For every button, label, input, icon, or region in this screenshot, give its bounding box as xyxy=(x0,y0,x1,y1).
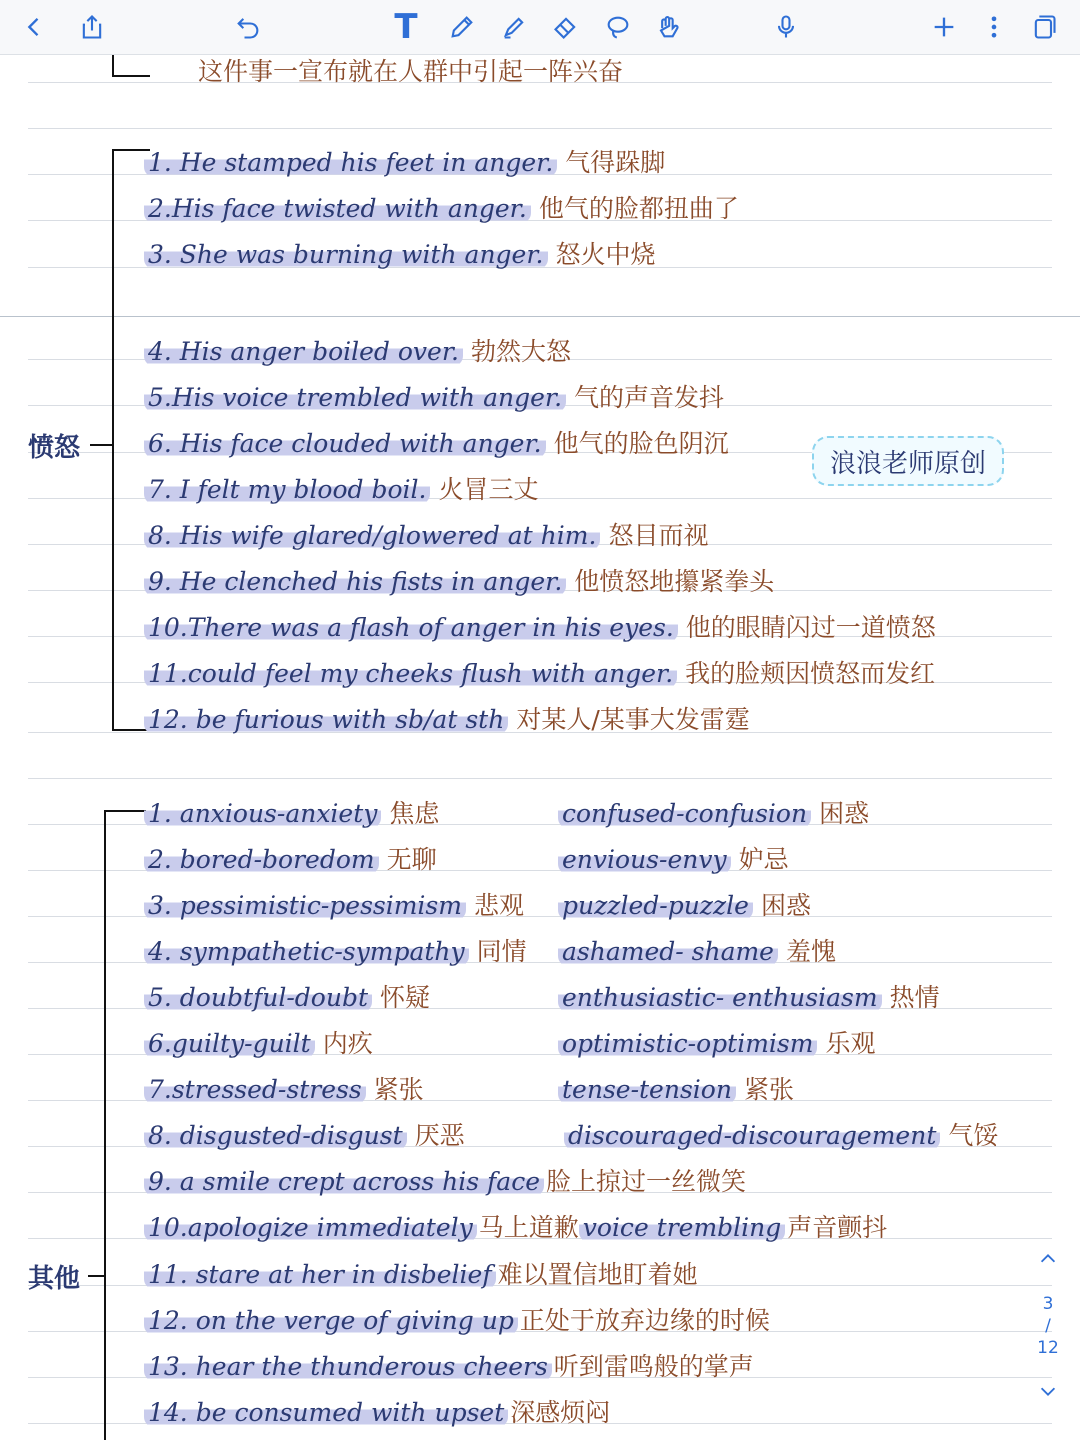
chinese-meaning: 他气的脸色阴沉 xyxy=(553,429,729,458)
english-word-pair: tense-tension xyxy=(558,1075,736,1104)
note-page[interactable] xyxy=(0,55,1080,1440)
toolbar xyxy=(0,0,1080,55)
chinese-meaning: 焦虑 xyxy=(389,799,440,828)
chinese-meaning: 听到雷鸣般的掌声 xyxy=(553,1352,754,1381)
word-pair-right xyxy=(558,889,811,923)
category-anger: 愤怒 xyxy=(28,433,81,463)
english-phrase: 10.There was a flash of anger in his eyes. xyxy=(144,613,678,642)
word-pair-right xyxy=(558,797,869,831)
english-word-pair: enthusiastic- enthusiasm xyxy=(558,983,882,1012)
english-word-pair: 7.stressed-stress xyxy=(144,1075,366,1104)
chinese-meaning: 我的脸颊因愤怒而发红 xyxy=(685,659,936,688)
english-phrase: 9. a smile crept across his face xyxy=(144,1167,544,1196)
english-word-pair: 3. pessimistic-pessimism xyxy=(144,891,466,920)
word-pair-left xyxy=(144,797,439,831)
word-pair-right xyxy=(558,1073,794,1107)
other-bracket-tick xyxy=(88,1275,104,1277)
chinese-meaning: 正处于放弃边缘的时候 xyxy=(519,1306,770,1335)
english-phrase: 13. hear the thunderous cheers xyxy=(144,1352,552,1381)
other-bracket xyxy=(104,810,106,1440)
anger-phrase xyxy=(144,238,656,272)
other-phrase xyxy=(144,1211,887,1245)
bracket-top-tick xyxy=(112,75,150,77)
english-word-pair: discouraged-discouragement xyxy=(564,1121,940,1150)
chinese-meaning: 他愤怒地攥紧拳头 xyxy=(574,567,775,596)
english-word-pair: 4. sympathetic-sympathy xyxy=(144,937,469,966)
other-bracket-top xyxy=(104,810,146,812)
author-stamp: 浪浪老师原创 xyxy=(812,436,1004,486)
chinese-meaning: 马上道歉 xyxy=(478,1213,579,1242)
english-phrase: 3. She was burning with anger. xyxy=(144,240,548,269)
page-break xyxy=(0,316,1080,317)
anger-phrase xyxy=(144,473,539,507)
word-pair-left xyxy=(144,935,527,969)
chinese-meaning: 对某人/某事大发雷霆 xyxy=(516,705,750,734)
chinese-meaning: 怀疑 xyxy=(380,983,431,1012)
word-pair-right xyxy=(558,981,940,1015)
english-phrase: 5.His voice trembled with anger. xyxy=(144,383,566,412)
english-word-pair: optimistic-optimism xyxy=(558,1029,817,1058)
anger-bracket xyxy=(112,149,114,731)
lasso-icon[interactable] xyxy=(598,8,638,46)
word-pair-left xyxy=(144,1119,465,1153)
word-pair-right xyxy=(558,1027,875,1061)
bracket-top-stub xyxy=(112,55,114,77)
chinese-meaning: 困惑 xyxy=(760,891,811,920)
word-pair-left xyxy=(144,1027,373,1061)
pen-icon[interactable] xyxy=(442,8,482,46)
english-phrase: 4. His anger boiled over. xyxy=(144,337,463,366)
ruled-line xyxy=(28,128,1052,129)
english-phrase: 12. on the verge of giving up xyxy=(144,1306,518,1335)
english-phrase: 1. He stamped his feet in anger. xyxy=(144,148,557,177)
word-pair-right xyxy=(564,1119,998,1153)
chinese-meaning: 紧张 xyxy=(373,1075,424,1104)
english-phrase: 2.His face twisted with anger. xyxy=(144,194,531,223)
chinese-meaning: 内疚 xyxy=(322,1029,373,1058)
anger-phrase xyxy=(144,611,936,645)
chinese-meaning: 难以置信地盯着她 xyxy=(497,1260,698,1289)
english-word-pair: envious-envy xyxy=(558,845,731,874)
anger-phrase xyxy=(144,427,729,461)
anger-phrase xyxy=(144,335,571,369)
other-phrase xyxy=(144,1350,754,1384)
chinese-meaning: 气得跺脚 xyxy=(565,148,666,177)
chinese-meaning: 热情 xyxy=(889,983,940,1012)
chinese-meaning: 妒忌 xyxy=(738,845,789,874)
english-word-pair: 2. bored-boredom xyxy=(144,845,379,874)
english-phrase: voice trembling xyxy=(579,1213,786,1242)
anger-phrase xyxy=(144,657,935,691)
english-word-pair: puzzled-puzzle xyxy=(558,891,753,920)
anger-phrase xyxy=(144,192,739,226)
microphone-icon[interactable] xyxy=(766,8,806,46)
chinese-meaning: 他的眼睛闪过一道愤怒 xyxy=(685,613,936,642)
other-phrase xyxy=(144,1304,770,1338)
anger-phrase xyxy=(144,565,774,599)
anger-bracket-tick xyxy=(90,444,112,446)
word-pair-left xyxy=(144,981,430,1015)
chinese-meaning: 怒火中烧 xyxy=(555,240,656,269)
hand-icon[interactable] xyxy=(648,8,688,46)
page-up-icon[interactable] xyxy=(1032,1248,1064,1275)
word-pair-left xyxy=(144,843,437,877)
english-phrase: 11. stare at her in disbelief xyxy=(144,1260,496,1289)
add-icon[interactable] xyxy=(924,8,964,46)
eraser-icon[interactable] xyxy=(546,8,586,46)
english-word-pair: confused-confusion xyxy=(558,799,811,828)
text-tool-icon[interactable]: T xyxy=(394,7,418,47)
page-current: 3 xyxy=(1042,1294,1054,1314)
chinese-meaning: 他气的脸都扭曲了 xyxy=(538,194,739,223)
english-phrase: 9. He clenched his fists in anger. xyxy=(144,567,566,596)
english-word-pair: ashamed- shame xyxy=(558,937,778,966)
english-phrase: 8. His wife glared/glowered at him. xyxy=(144,521,600,550)
chinese-meaning: 火冒三丈 xyxy=(438,475,539,504)
chinese-meaning: 气馁 xyxy=(948,1121,999,1150)
back-icon[interactable] xyxy=(14,8,54,46)
page-down-icon[interactable] xyxy=(1032,1380,1064,1407)
chinese-meaning: 乐观 xyxy=(825,1029,876,1058)
other-phrase xyxy=(144,1396,610,1430)
chinese-meaning: 羞愧 xyxy=(785,937,836,966)
english-phrase: 14. be consumed with upset xyxy=(144,1398,508,1427)
word-pair-left xyxy=(144,889,524,923)
category-other: 其他 xyxy=(28,1264,81,1294)
chinese-meaning: 脸上掠过一丝微笑 xyxy=(546,1167,747,1196)
anger-phrase xyxy=(144,519,708,553)
english-phrase: 12. be furious with sb/at sth xyxy=(144,705,508,734)
anger-phrase xyxy=(144,146,665,180)
undo-icon[interactable] xyxy=(228,8,268,46)
english-phrase: 6. His face clouded with anger. xyxy=(144,429,546,458)
word-pair-right xyxy=(558,935,836,969)
chinese-meaning: 困惑 xyxy=(819,799,870,828)
other-phrase xyxy=(144,1165,746,1199)
chinese-meaning: 悲观 xyxy=(473,891,524,920)
top-note: 这件事一宣布就在人群中引起一阵兴奋 xyxy=(198,57,624,86)
english-word-pair: 1. anxious-anxiety xyxy=(144,799,381,828)
chinese-meaning: 同情 xyxy=(476,937,527,966)
chinese-meaning: 勃然大怒 xyxy=(471,337,572,366)
more-icon[interactable] xyxy=(974,8,1014,46)
ruled-line xyxy=(28,778,1052,779)
page-total: 12 xyxy=(1037,1338,1059,1358)
english-phrase: 10.apologize immediately xyxy=(144,1213,477,1242)
chinese-meaning: 厌恶 xyxy=(414,1121,465,1150)
chinese-meaning: 无聊 xyxy=(386,845,437,874)
english-word-pair: 5. doubtful-doubt xyxy=(144,983,372,1012)
word-pair-left xyxy=(144,1073,424,1107)
anger-phrase xyxy=(144,703,750,737)
other-phrase xyxy=(144,1258,698,1292)
english-word-pair: 6.guilty-guilt xyxy=(144,1029,315,1058)
english-phrase: 11.could feel my cheeks flush with anger. xyxy=(144,659,677,688)
anger-phrase xyxy=(144,381,724,415)
chinese-meaning: 紧张 xyxy=(743,1075,794,1104)
share-icon[interactable] xyxy=(72,8,112,46)
pages-icon[interactable] xyxy=(1024,8,1064,46)
chinese-meaning: 怒目而视 xyxy=(608,521,709,550)
highlighter-icon[interactable] xyxy=(494,8,534,46)
chinese-meaning: 气的声音发抖 xyxy=(574,383,725,412)
word-pair-right xyxy=(558,843,789,877)
chinese-meaning: 深感烦闷 xyxy=(510,1398,611,1427)
english-word-pair: 8. disgusted-disgust xyxy=(144,1121,407,1150)
english-phrase: 7. I felt my blood boil. xyxy=(144,475,430,504)
page-separator: / xyxy=(1045,1316,1051,1336)
chinese-meaning: 声音颤抖 xyxy=(787,1213,888,1242)
